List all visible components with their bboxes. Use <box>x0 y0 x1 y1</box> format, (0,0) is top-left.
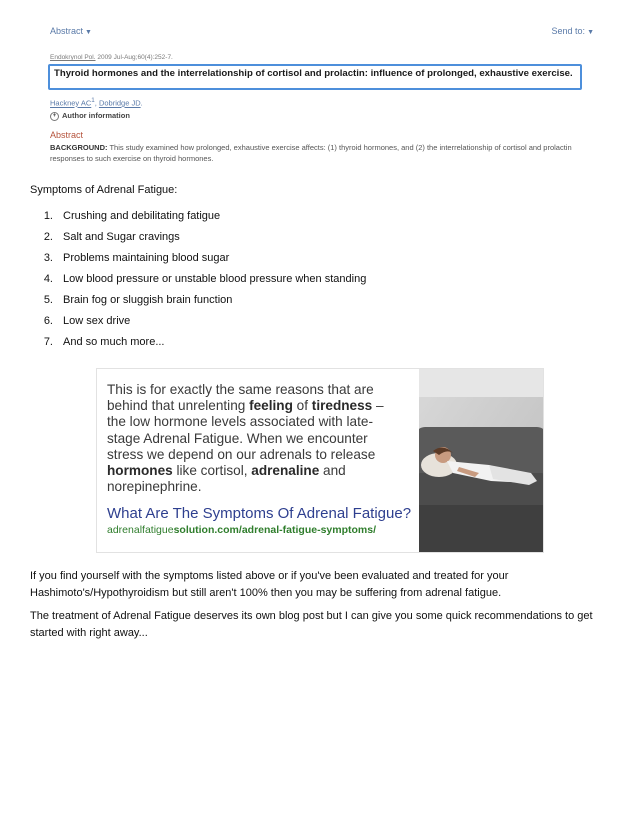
woman-on-sofa-photo <box>419 369 543 552</box>
list-item: 2. Salt and Sugar cravings <box>43 231 180 243</box>
symptoms-heading: Symptoms of Adrenal Fatigue: <box>30 184 178 196</box>
body-paragraph: The treatment of Adrenal Fatigue deserves its own blog post but I can give you some quick recommendations to get started with right away... <box>30 610 593 639</box>
list-item: 6. Low sex drive <box>43 315 131 327</box>
send-to-menu[interactable]: Send to: ▼ <box>551 26 594 36</box>
caret-down-icon: ▼ <box>587 29 594 36</box>
body-paragraph: If you find yourself with the symptoms listed above or if you've been evaluated and treated for your Hashimoto's/Hypothyroidism but still aren't 100% then you may be suffering from adrenal fatigue. <box>30 570 509 599</box>
quote-link-title[interactable]: What Are The Symptoms Of Adrenal Fatigue? <box>107 505 412 522</box>
abstract-text: BACKGROUND: This study examined how prolonged, exhaustive exercise affects: (1) thyroid hormones, and (2) the interrelationship of cortisol and prolactin responses to such exercise on thyroid hormones. <box>50 143 572 163</box>
author-link[interactable]: Dobridge JD <box>98 98 141 108</box>
journal-link[interactable]: Endokrynol Pol. <box>50 54 96 61</box>
list-item: 4. Low blood pressure or unstable blood pressure when standing <box>43 273 367 285</box>
abstract-toolbar <box>50 26 594 42</box>
quote-card-image <box>96 368 544 553</box>
list-item: 7. And so much more... <box>43 336 165 348</box>
article-title: Thyroid hormones and the interrelationship of cortisol and prolactin: influence of prolonged, exhaustive exercise. <box>48 64 582 90</box>
abstract-menu[interactable]: Abstract ▼ <box>50 26 92 36</box>
caret-down-icon: ▼ <box>85 29 92 36</box>
author-list: Hackney $AC^1$, Dobridge JD. <box>50 97 143 108</box>
quote-text: This is for exactly the same reasons that are behind that unrelenting feeling of tiredness – the low hormone levels associated with late-stage Adrenal Fatigue. When we encounter stress we depend on our adrenals to release hormones like cortisol, adrenaline and norepinephrine. <box>107 382 384 495</box>
abstract-screenshot <box>36 18 602 168</box>
author-link[interactable]: Hackney AC <box>50 98 92 108</box>
list-item: 5. Brain fog or sluggish brain function <box>43 294 233 306</box>
quote-link-url[interactable]: adrenalfatiguesolution.com/adrenal-fatigue-symptoms/ <box>107 524 377 536</box>
symptoms-list <box>30 206 366 353</box>
abstract-heading: Abstract <box>50 130 84 140</box>
list-item: 1. Crushing and debilitating fatigue <box>43 210 221 222</box>
author-information-toggle[interactable]: + Author information <box>50 111 130 121</box>
plus-icon: + <box>50 112 59 121</box>
citation: Endokrynol Pol. 2009 Jul-Aug;60(4):252-7. <box>50 54 173 61</box>
list-item: 3. Problems maintaining blood sugar <box>43 252 230 264</box>
